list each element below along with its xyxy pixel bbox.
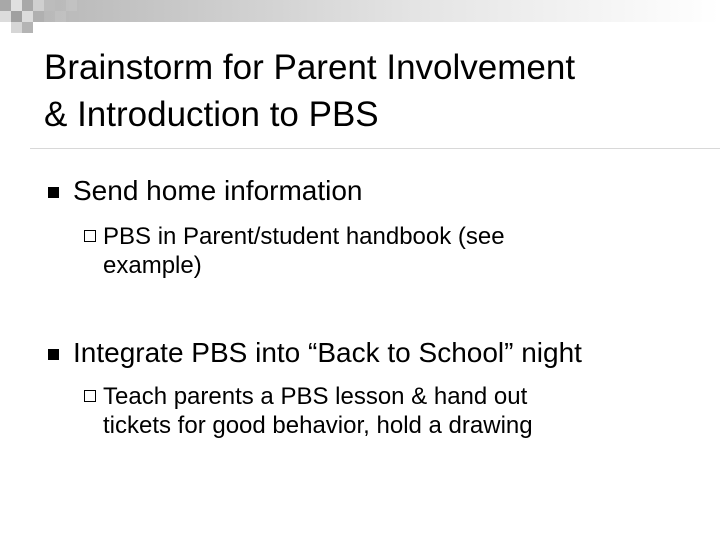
sub-bullet-line-1: PBS in Parent/student handbook (see xyxy=(103,223,505,250)
filled-square-icon xyxy=(48,349,59,360)
sub-bullet-line-1: Teach parents a PBS lesson & hand out xyxy=(103,383,528,410)
bullet-text: Send home information xyxy=(73,175,363,206)
hollow-square-icon xyxy=(84,390,96,402)
slide-title-line-1: Brainstorm for Parent Involvement xyxy=(44,48,576,87)
hollow-square-icon xyxy=(84,230,96,242)
filled-square-icon xyxy=(48,187,59,198)
bullet-text: Integrate PBS into “Back to School” night xyxy=(73,337,582,368)
sub-bullet-line-2: example) xyxy=(103,252,202,279)
sub-bullet-text xyxy=(104,222,664,280)
sub-bullet-text xyxy=(104,382,664,440)
slide-title-line-2: & Introduction to PBS xyxy=(44,95,379,134)
sub-bullet-line-2: tickets for good behavior, hold a drawing xyxy=(103,412,533,439)
